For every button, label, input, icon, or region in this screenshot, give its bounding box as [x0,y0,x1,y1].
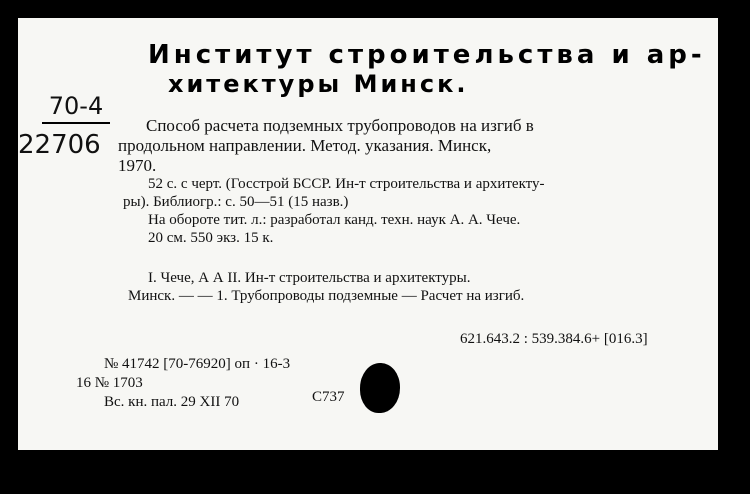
description-line-2: ры). Библиогр.: с. 50—51 (15 назв.) [123,194,349,210]
description-line-3: На обороте тит. л.: разработал канд. техн. наук А. А. Чече. [148,212,521,228]
udc-classification: 621.643.2 : 539.384.6+ [016.3] [460,331,648,347]
record-line-1: № 41742 [70-76920] оп · 16-3 [104,356,291,372]
description-line-4: 20 см. 550 экз. 15 к. [148,230,274,246]
card-bottom-edge [18,450,718,462]
handwritten-heading-line-2: хитектуры Минск. [168,70,469,98]
handwritten-heading-line-1: Институт строительства и ар- [148,40,706,70]
title-line-1: Способ расчета подземных трубопроводов на изгиб в [146,116,534,135]
shelf-mark [42,94,110,128]
record-line-3: Вс. кн. пал. 29 XII 70 [104,394,240,410]
description-line-1: 52 с. с черт. (Госстрой БССР. Ин-т строительства и архитекту- [148,176,545,192]
tracing-line-1: I. Чече, А А II. Ин-т строительства и архитектуры. [148,270,471,286]
ink-blot [360,363,400,413]
record-code: C737 [312,389,345,405]
shelf-code: 70-4 [42,94,110,124]
catalog-card [18,18,718,462]
tracing-line-2: Минск. — — 1. Трубопроводы подземные — Расчет на изгиб. [128,288,525,304]
title-line-3: 1970. [118,156,157,175]
title-line-2: продольном направлении. Метод. указания. Минск, [118,136,492,155]
inventory-number: 22706 [18,130,101,160]
record-line-2: 16 № 1703 [76,375,143,391]
